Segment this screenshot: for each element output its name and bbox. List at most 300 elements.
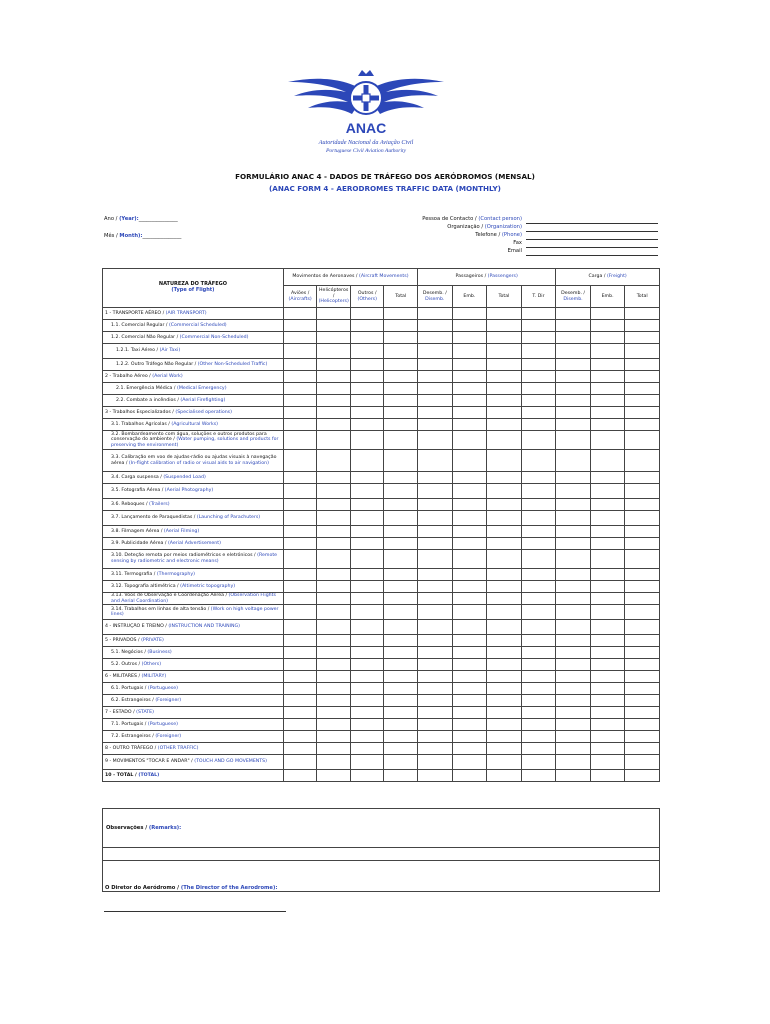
- data-cell[interactable]: [556, 659, 591, 671]
- data-cell[interactable]: [317, 526, 351, 538]
- data-cell[interactable]: [590, 332, 625, 344]
- data-cell[interactable]: [556, 538, 591, 550]
- email-line[interactable]: [526, 255, 658, 256]
- data-cell[interactable]: [418, 450, 453, 472]
- data-cell[interactable]: [384, 359, 418, 371]
- data-cell[interactable]: [590, 550, 625, 569]
- data-cell[interactable]: [350, 695, 384, 707]
- data-cell[interactable]: [487, 620, 522, 635]
- data-cell[interactable]: [384, 605, 418, 620]
- data-cell[interactable]: [487, 499, 522, 511]
- data-cell[interactable]: [590, 755, 625, 770]
- data-cell[interactable]: [521, 659, 556, 671]
- data-cell[interactable]: [590, 635, 625, 647]
- data-cell[interactable]: [452, 731, 487, 743]
- data-cell[interactable]: [521, 581, 556, 593]
- data-cell[interactable]: [487, 755, 522, 770]
- data-cell[interactable]: [521, 431, 556, 450]
- data-cell[interactable]: [452, 743, 487, 755]
- data-cell[interactable]: [521, 755, 556, 770]
- data-cell[interactable]: [556, 671, 591, 683]
- data-cell[interactable]: [521, 383, 556, 395]
- data-cell[interactable]: [556, 707, 591, 719]
- data-cell[interactable]: [350, 683, 384, 695]
- data-cell[interactable]: [487, 395, 522, 407]
- data-cell[interactable]: [625, 683, 660, 695]
- data-cell[interactable]: [487, 450, 522, 472]
- data-cell[interactable]: [350, 569, 384, 581]
- data-cell[interactable]: [283, 484, 317, 499]
- data-cell[interactable]: [317, 635, 351, 647]
- data-cell[interactable]: [384, 635, 418, 647]
- data-cell[interactable]: [521, 538, 556, 550]
- data-cell[interactable]: [521, 683, 556, 695]
- data-cell[interactable]: [487, 511, 522, 526]
- data-cell[interactable]: [384, 731, 418, 743]
- data-cell[interactable]: [384, 593, 418, 605]
- data-cell[interactable]: [283, 620, 317, 635]
- data-cell[interactable]: [317, 511, 351, 526]
- data-cell[interactable]: [452, 550, 487, 569]
- data-cell[interactable]: [283, 719, 317, 731]
- data-cell[interactable]: [418, 511, 453, 526]
- data-cell[interactable]: [452, 371, 487, 383]
- data-cell[interactable]: [487, 581, 522, 593]
- data-cell[interactable]: [590, 719, 625, 731]
- data-cell[interactable]: [625, 731, 660, 743]
- data-cell[interactable]: [350, 395, 384, 407]
- data-cell[interactable]: [556, 695, 591, 707]
- data-cell[interactable]: [350, 719, 384, 731]
- data-cell[interactable]: [384, 526, 418, 538]
- data-cell[interactable]: [317, 581, 351, 593]
- data-cell[interactable]: [317, 419, 351, 431]
- data-cell[interactable]: [283, 308, 317, 320]
- data-cell[interactable]: [350, 320, 384, 332]
- data-cell[interactable]: [283, 499, 317, 511]
- data-cell[interactable]: [317, 359, 351, 371]
- data-cell[interactable]: [556, 395, 591, 407]
- data-cell[interactable]: [452, 620, 487, 635]
- data-cell[interactable]: [317, 407, 351, 419]
- data-cell[interactable]: [283, 431, 317, 450]
- data-cell[interactable]: [418, 526, 453, 538]
- data-cell[interactable]: [350, 671, 384, 683]
- data-cell[interactable]: [556, 344, 591, 359]
- data-cell[interactable]: [283, 659, 317, 671]
- data-cell[interactable]: [556, 359, 591, 371]
- data-cell[interactable]: [350, 593, 384, 605]
- data-cell[interactable]: [590, 499, 625, 511]
- data-cell[interactable]: [384, 450, 418, 472]
- data-cell[interactable]: [625, 472, 660, 484]
- data-cell[interactable]: [418, 605, 453, 620]
- data-cell[interactable]: [317, 383, 351, 395]
- data-cell[interactable]: [521, 472, 556, 484]
- data-cell[interactable]: [317, 647, 351, 659]
- data-cell[interactable]: [452, 671, 487, 683]
- data-cell[interactable]: [590, 484, 625, 499]
- data-cell[interactable]: [625, 407, 660, 419]
- data-cell[interactable]: [418, 344, 453, 359]
- data-cell[interactable]: [350, 526, 384, 538]
- data-cell[interactable]: [384, 550, 418, 569]
- data-cell[interactable]: [350, 472, 384, 484]
- data-cell[interactable]: [350, 743, 384, 755]
- data-cell[interactable]: [452, 647, 487, 659]
- data-cell[interactable]: [487, 484, 522, 499]
- data-cell[interactable]: [418, 383, 453, 395]
- data-cell[interactable]: [283, 707, 317, 719]
- data-cell[interactable]: [625, 743, 660, 755]
- data-cell[interactable]: [384, 671, 418, 683]
- data-cell[interactable]: [418, 635, 453, 647]
- data-cell[interactable]: [521, 770, 556, 782]
- data-cell[interactable]: [317, 671, 351, 683]
- data-cell[interactable]: [590, 538, 625, 550]
- data-cell[interactable]: [418, 407, 453, 419]
- data-cell[interactable]: [350, 620, 384, 635]
- data-cell[interactable]: [283, 770, 317, 782]
- data-cell[interactable]: [418, 308, 453, 320]
- data-cell[interactable]: [487, 371, 522, 383]
- data-cell[interactable]: [556, 308, 591, 320]
- data-cell[interactable]: [521, 605, 556, 620]
- data-cell[interactable]: [487, 707, 522, 719]
- data-cell[interactable]: [625, 320, 660, 332]
- data-cell[interactable]: [556, 472, 591, 484]
- data-cell[interactable]: [452, 538, 487, 550]
- data-cell[interactable]: [384, 647, 418, 659]
- data-cell[interactable]: [487, 659, 522, 671]
- data-cell[interactable]: [350, 647, 384, 659]
- data-cell[interactable]: [625, 659, 660, 671]
- data-cell[interactable]: [384, 308, 418, 320]
- data-cell[interactable]: [317, 308, 351, 320]
- contact-person-line[interactable]: [526, 223, 658, 224]
- data-cell[interactable]: [590, 707, 625, 719]
- data-cell[interactable]: [283, 695, 317, 707]
- data-cell[interactable]: [487, 332, 522, 344]
- data-cell[interactable]: [317, 344, 351, 359]
- data-cell[interactable]: [384, 395, 418, 407]
- data-cell[interactable]: [283, 344, 317, 359]
- data-cell[interactable]: [487, 695, 522, 707]
- data-cell[interactable]: [317, 620, 351, 635]
- year-field[interactable]: Ano / (Year):_______________: [104, 216, 178, 222]
- data-cell[interactable]: [487, 320, 522, 332]
- data-cell[interactable]: [590, 581, 625, 593]
- data-cell[interactable]: [556, 320, 591, 332]
- data-cell[interactable]: [317, 450, 351, 472]
- data-cell[interactable]: [625, 707, 660, 719]
- data-cell[interactable]: [317, 484, 351, 499]
- data-cell[interactable]: [283, 683, 317, 695]
- data-cell[interactable]: [625, 484, 660, 499]
- data-cell[interactable]: [556, 371, 591, 383]
- data-cell[interactable]: [452, 593, 487, 605]
- data-cell[interactable]: [556, 431, 591, 450]
- data-cell[interactable]: [556, 683, 591, 695]
- data-cell[interactable]: [487, 538, 522, 550]
- data-cell[interactable]: [590, 359, 625, 371]
- data-cell[interactable]: [317, 472, 351, 484]
- data-cell[interactable]: [418, 581, 453, 593]
- data-cell[interactable]: [418, 569, 453, 581]
- data-cell[interactable]: [384, 770, 418, 782]
- data-cell[interactable]: [384, 431, 418, 450]
- data-cell[interactable]: [521, 499, 556, 511]
- data-cell[interactable]: [487, 359, 522, 371]
- data-cell[interactable]: [521, 707, 556, 719]
- data-cell[interactable]: [418, 707, 453, 719]
- data-cell[interactable]: [590, 472, 625, 484]
- data-cell[interactable]: [556, 620, 591, 635]
- data-cell[interactable]: [487, 635, 522, 647]
- data-cell[interactable]: [487, 431, 522, 450]
- data-cell[interactable]: [521, 484, 556, 499]
- data-cell[interactable]: [590, 511, 625, 526]
- data-cell[interactable]: [590, 419, 625, 431]
- data-cell[interactable]: [556, 593, 591, 605]
- data-cell[interactable]: [283, 581, 317, 593]
- data-cell[interactable]: [283, 755, 317, 770]
- data-cell[interactable]: [317, 550, 351, 569]
- data-cell[interactable]: [625, 450, 660, 472]
- data-cell[interactable]: [384, 499, 418, 511]
- data-cell[interactable]: [418, 620, 453, 635]
- data-cell[interactable]: [384, 620, 418, 635]
- data-cell[interactable]: [418, 472, 453, 484]
- data-cell[interactable]: [384, 695, 418, 707]
- data-cell[interactable]: [283, 647, 317, 659]
- data-cell[interactable]: [350, 484, 384, 499]
- data-cell[interactable]: [350, 755, 384, 770]
- data-cell[interactable]: [452, 635, 487, 647]
- data-cell[interactable]: [625, 620, 660, 635]
- data-cell[interactable]: [590, 743, 625, 755]
- data-cell[interactable]: [317, 731, 351, 743]
- data-cell[interactable]: [283, 320, 317, 332]
- data-cell[interactable]: [556, 550, 591, 569]
- data-cell[interactable]: [487, 419, 522, 431]
- data-cell[interactable]: [350, 344, 384, 359]
- data-cell[interactable]: [350, 707, 384, 719]
- data-cell[interactable]: [590, 659, 625, 671]
- data-cell[interactable]: [283, 511, 317, 526]
- data-cell[interactable]: [521, 695, 556, 707]
- data-cell[interactable]: [521, 371, 556, 383]
- data-cell[interactable]: [418, 593, 453, 605]
- data-cell[interactable]: [487, 344, 522, 359]
- data-cell[interactable]: [487, 593, 522, 605]
- data-cell[interactable]: [590, 526, 625, 538]
- data-cell[interactable]: [384, 538, 418, 550]
- data-cell[interactable]: [384, 743, 418, 755]
- data-cell[interactable]: [487, 308, 522, 320]
- data-cell[interactable]: [283, 569, 317, 581]
- data-cell[interactable]: [452, 472, 487, 484]
- data-cell[interactable]: [556, 383, 591, 395]
- data-cell[interactable]: [625, 308, 660, 320]
- data-cell[interactable]: [384, 719, 418, 731]
- data-cell[interactable]: [418, 659, 453, 671]
- data-cell[interactable]: [590, 344, 625, 359]
- data-cell[interactable]: [521, 569, 556, 581]
- data-cell[interactable]: [556, 605, 591, 620]
- data-cell[interactable]: [350, 450, 384, 472]
- data-cell[interactable]: [625, 671, 660, 683]
- data-cell[interactable]: [350, 731, 384, 743]
- data-cell[interactable]: [487, 472, 522, 484]
- data-cell[interactable]: [317, 755, 351, 770]
- data-cell[interactable]: [384, 383, 418, 395]
- data-cell[interactable]: [452, 332, 487, 344]
- data-cell[interactable]: [625, 647, 660, 659]
- data-cell[interactable]: [317, 320, 351, 332]
- data-cell[interactable]: [418, 770, 453, 782]
- data-cell[interactable]: [625, 359, 660, 371]
- data-cell[interactable]: [283, 472, 317, 484]
- data-cell[interactable]: [590, 320, 625, 332]
- data-cell[interactable]: [521, 620, 556, 635]
- data-cell[interactable]: [418, 499, 453, 511]
- data-cell[interactable]: [283, 550, 317, 569]
- data-cell[interactable]: [350, 359, 384, 371]
- data-cell[interactable]: [350, 308, 384, 320]
- data-cell[interactable]: [283, 671, 317, 683]
- data-cell[interactable]: [556, 499, 591, 511]
- data-cell[interactable]: [521, 320, 556, 332]
- data-cell[interactable]: [384, 511, 418, 526]
- data-cell[interactable]: [418, 332, 453, 344]
- data-cell[interactable]: [590, 683, 625, 695]
- data-cell[interactable]: [317, 707, 351, 719]
- data-cell[interactable]: [283, 371, 317, 383]
- data-cell[interactable]: [521, 671, 556, 683]
- data-cell[interactable]: [452, 511, 487, 526]
- data-cell[interactable]: [556, 569, 591, 581]
- data-cell[interactable]: [452, 484, 487, 499]
- remarks-box[interactable]: [102, 808, 660, 892]
- data-cell[interactable]: [350, 538, 384, 550]
- data-cell[interactable]: [487, 647, 522, 659]
- data-cell[interactable]: [350, 499, 384, 511]
- data-cell[interactable]: [384, 569, 418, 581]
- data-cell[interactable]: [625, 499, 660, 511]
- data-cell[interactable]: [521, 407, 556, 419]
- data-cell[interactable]: [418, 719, 453, 731]
- data-cell[interactable]: [590, 620, 625, 635]
- data-cell[interactable]: [384, 581, 418, 593]
- data-cell[interactable]: [317, 593, 351, 605]
- data-cell[interactable]: [625, 526, 660, 538]
- data-cell[interactable]: [418, 695, 453, 707]
- data-cell[interactable]: [625, 538, 660, 550]
- data-cell[interactable]: [384, 407, 418, 419]
- data-cell[interactable]: [625, 695, 660, 707]
- data-cell[interactable]: [625, 371, 660, 383]
- data-cell[interactable]: [452, 581, 487, 593]
- data-cell[interactable]: [317, 719, 351, 731]
- data-cell[interactable]: [521, 526, 556, 538]
- data-cell[interactable]: [521, 550, 556, 569]
- data-cell[interactable]: [452, 431, 487, 450]
- data-cell[interactable]: [283, 383, 317, 395]
- data-cell[interactable]: [350, 431, 384, 450]
- data-cell[interactable]: [283, 635, 317, 647]
- data-cell[interactable]: [625, 605, 660, 620]
- data-cell[interactable]: [317, 499, 351, 511]
- data-cell[interactable]: [452, 659, 487, 671]
- data-cell[interactable]: [283, 526, 317, 538]
- data-cell[interactable]: [452, 770, 487, 782]
- data-cell[interactable]: [487, 731, 522, 743]
- data-cell[interactable]: [317, 770, 351, 782]
- data-cell[interactable]: [590, 569, 625, 581]
- data-cell[interactable]: [452, 755, 487, 770]
- data-cell[interactable]: [590, 770, 625, 782]
- data-cell[interactable]: [590, 593, 625, 605]
- organization-line[interactable]: [526, 231, 658, 232]
- data-cell[interactable]: [418, 671, 453, 683]
- data-cell[interactable]: [452, 419, 487, 431]
- data-cell[interactable]: [625, 419, 660, 431]
- data-cell[interactable]: [556, 731, 591, 743]
- data-cell[interactable]: [283, 593, 317, 605]
- data-cell[interactable]: [556, 755, 591, 770]
- data-cell[interactable]: [317, 332, 351, 344]
- data-cell[interactable]: [521, 359, 556, 371]
- data-cell[interactable]: [384, 484, 418, 499]
- data-cell[interactable]: [317, 569, 351, 581]
- data-cell[interactable]: [350, 511, 384, 526]
- data-cell[interactable]: [556, 511, 591, 526]
- data-cell[interactable]: [452, 605, 487, 620]
- data-cell[interactable]: [590, 308, 625, 320]
- data-cell[interactable]: [283, 419, 317, 431]
- data-cell[interactable]: [384, 683, 418, 695]
- data-cell[interactable]: [625, 383, 660, 395]
- data-cell[interactable]: [590, 371, 625, 383]
- data-cell[interactable]: [625, 344, 660, 359]
- data-cell[interactable]: [384, 755, 418, 770]
- data-cell[interactable]: [283, 731, 317, 743]
- data-cell[interactable]: [283, 605, 317, 620]
- data-cell[interactable]: [418, 755, 453, 770]
- data-cell[interactable]: [350, 605, 384, 620]
- data-cell[interactable]: [487, 526, 522, 538]
- data-cell[interactable]: [487, 605, 522, 620]
- data-cell[interactable]: [317, 538, 351, 550]
- data-cell[interactable]: [384, 344, 418, 359]
- data-cell[interactable]: [384, 472, 418, 484]
- data-cell[interactable]: [350, 383, 384, 395]
- data-cell[interactable]: [590, 395, 625, 407]
- data-cell[interactable]: [625, 332, 660, 344]
- data-cell[interactable]: [350, 770, 384, 782]
- data-cell[interactable]: [452, 569, 487, 581]
- data-cell[interactable]: [521, 450, 556, 472]
- data-cell[interactable]: [487, 407, 522, 419]
- data-cell[interactable]: [625, 593, 660, 605]
- data-cell[interactable]: [350, 332, 384, 344]
- data-cell[interactable]: [384, 332, 418, 344]
- data-cell[interactable]: [556, 484, 591, 499]
- data-cell[interactable]: [418, 395, 453, 407]
- data-cell[interactable]: [487, 383, 522, 395]
- data-cell[interactable]: [452, 450, 487, 472]
